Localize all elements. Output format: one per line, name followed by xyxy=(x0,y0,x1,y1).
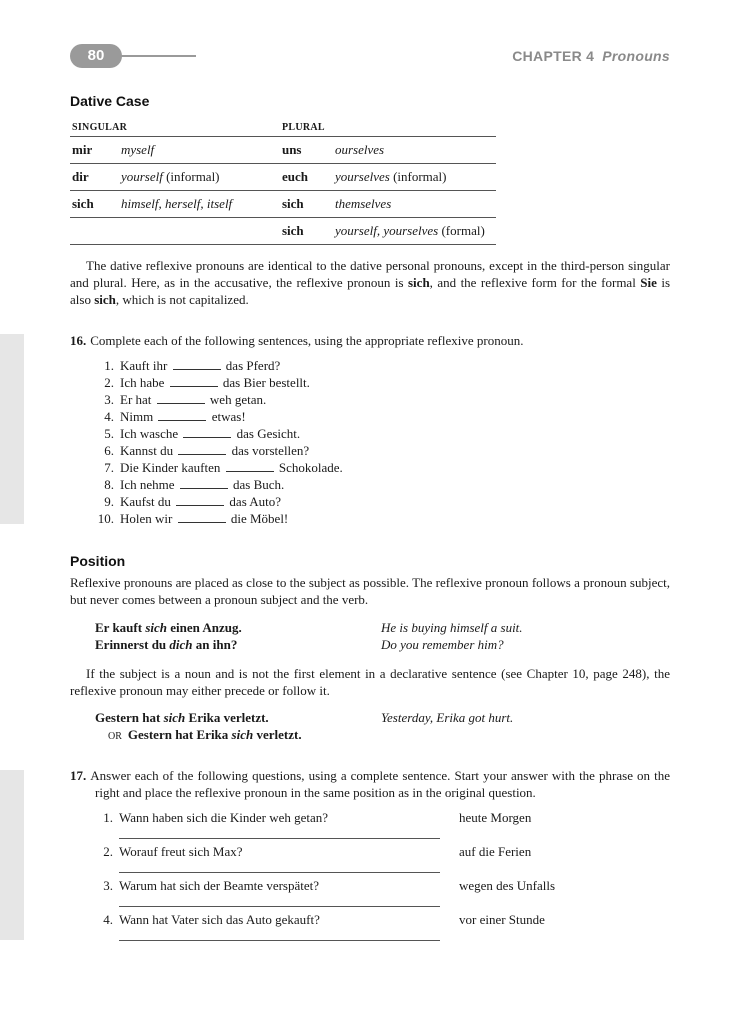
answer-blank[interactable] xyxy=(226,460,274,472)
list-item: 7. Die Kinder kauften Schokolade. xyxy=(104,460,343,475)
singular-pronoun: dir xyxy=(70,164,121,191)
list-item: 4. Nimm etwas! xyxy=(104,409,246,424)
singular-meaning: myself xyxy=(121,137,282,164)
question-item: 2. Worauf freut sich Max? xyxy=(103,844,243,859)
plural-meaning: yourself, yourselves (formal) xyxy=(335,218,496,245)
chapter-heading xyxy=(512,48,670,64)
example-german: Gestern hat sich Erika verletzt. xyxy=(95,710,269,725)
singular-pronoun: mir xyxy=(70,137,121,164)
singular-meaning: himself, herself, itself xyxy=(121,191,282,218)
position-paragraph-2: If the subject is a noun and is not the first element in a declarative sentence (see Chapter 10, page 248), the reflexive pronoun may either precede or follow it. xyxy=(70,666,670,698)
answer-line[interactable] xyxy=(119,872,440,873)
answer-cue: vor einer Stunde xyxy=(459,912,545,927)
answer-blank[interactable] xyxy=(183,426,231,438)
answer-cue: heute Morgen xyxy=(459,810,532,825)
example-german: Er kauft sich einen Anzug. xyxy=(95,620,242,635)
plural-pronoun: euch xyxy=(282,164,335,191)
table-row xyxy=(70,218,496,245)
chapter-title: Pronouns xyxy=(602,48,670,64)
list-item: 3. Er hat weh getan. xyxy=(104,392,267,407)
example-german-alt: OR Gestern hat Erika sich verletzt. xyxy=(108,727,302,742)
singular-pronoun: sich xyxy=(70,191,121,218)
singular-meaning: yourself (informal) xyxy=(121,164,282,191)
position-paragraph-1: Reflexive pronouns are placed as close to the subject as possible. The reflexive pronoun follows a pronoun subject, but never comes between a pronoun subject and the verb. xyxy=(70,575,670,607)
answer-line[interactable] xyxy=(119,838,440,839)
answer-blank[interactable] xyxy=(157,392,205,404)
answer-cue: wegen des Unfalls xyxy=(459,878,556,893)
question-item: 4. Wann hat Vater sich das Auto gekauft? xyxy=(103,912,320,927)
list-item: 6. Kannst du das vorstellen? xyxy=(104,443,310,458)
list-item: 1. Kauft ihr das Pferd? xyxy=(104,358,281,373)
exercise-number: 16. xyxy=(70,333,87,348)
list-item: 5. Ich wasche das Gesicht. xyxy=(104,426,301,441)
answer-blank[interactable] xyxy=(173,358,221,370)
answer-blank[interactable] xyxy=(178,443,226,455)
dative-table xyxy=(70,118,496,245)
list-item: 10. Holen wir die Möbel! xyxy=(97,511,289,526)
example-english: Yesterday, Erika got hurt. xyxy=(381,710,514,725)
table-row xyxy=(70,191,496,218)
answer-blank[interactable] xyxy=(176,494,224,506)
plural-meaning: yourselves (informal) xyxy=(335,164,496,191)
answer-blank[interactable] xyxy=(180,477,228,489)
list-item: 9. Kaufst du das Auto? xyxy=(104,494,282,509)
plural-meaning: ourselves xyxy=(335,137,496,164)
exercise-number: 17. xyxy=(70,768,87,783)
side-tab-bottom xyxy=(0,770,24,940)
plural-pronoun: uns xyxy=(282,137,335,164)
table-row xyxy=(70,137,496,164)
answer-line[interactable] xyxy=(119,906,440,907)
exercise-17-instruction: 17. Answer each of the following questions, using a complete sentence. Start your answer with the phrase on the right and place the reflexive pronoun in the same position as in the original question. xyxy=(70,768,670,800)
question-item: 3. Warum hat sich der Beamte verspätet? xyxy=(103,878,320,893)
plural-pronoun: sich xyxy=(282,191,335,218)
example-english: Do you remember him? xyxy=(381,637,504,652)
question-item: 1. Wann haben sich die Kinder weh getan? xyxy=(103,810,329,825)
chapter-label: CHAPTER 4 xyxy=(512,48,595,64)
answer-blank[interactable] xyxy=(170,375,218,387)
plural-pronoun: sich xyxy=(282,218,335,245)
answer-blank[interactable] xyxy=(178,511,226,523)
plural-meaning: themselves xyxy=(335,191,496,218)
answer-cue: auf die Ferien xyxy=(459,844,532,859)
side-tab-top xyxy=(0,334,24,524)
or-label: OR xyxy=(108,731,122,742)
col-plural: PLURAL xyxy=(282,118,496,137)
table-header-row xyxy=(70,118,496,137)
singular-meaning xyxy=(121,218,282,245)
table-row xyxy=(70,164,496,191)
answer-blank[interactable] xyxy=(158,409,206,421)
exercise-16-instruction: 16. Complete each of the following sentences, using the appropriate reflexive pronoun. xyxy=(70,333,524,348)
singular-pronoun xyxy=(70,218,121,245)
list-item: 2. Ich habe das Bier bestellt. xyxy=(104,375,310,390)
position-title: Position xyxy=(70,553,126,569)
example-english: He is buying himself a suit. xyxy=(381,620,523,635)
answer-line[interactable] xyxy=(119,940,440,941)
dative-case-title: Dative Case xyxy=(70,93,150,109)
dative-explanation: The dative reflexive pronouns are identical to the dative personal pronouns, except in the third-person singular and plural. Here, as in the accusative, the reflexive pronoun is sich, and the reflexive form for the formal Sie is also sich, which is not capitalized. xyxy=(70,258,671,307)
page-number: 80 xyxy=(70,44,122,68)
header-rule xyxy=(120,55,196,57)
col-singular: SINGULAR xyxy=(70,118,282,137)
list-item: 8. Ich nehme das Buch. xyxy=(104,477,285,492)
example-german: Erinnerst du dich an ihn? xyxy=(95,637,238,652)
